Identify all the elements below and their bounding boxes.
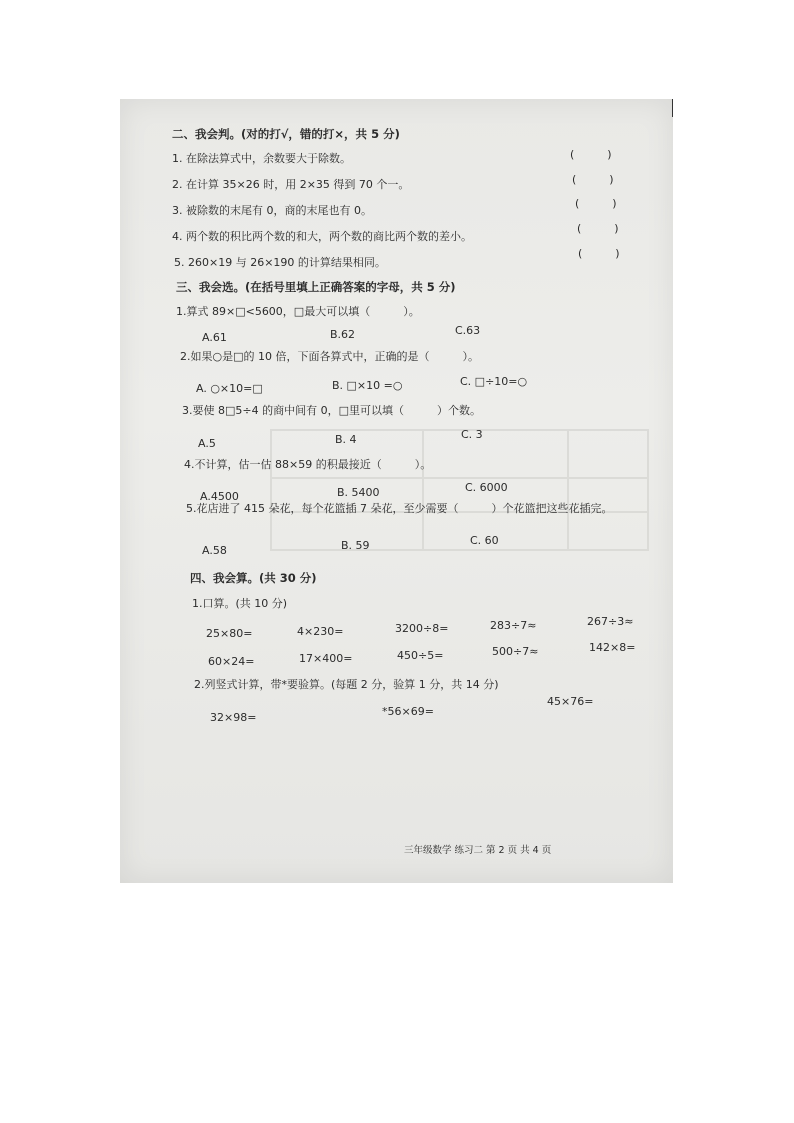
oral-item: 25×80= (206, 627, 253, 640)
oral-item: 500÷7≈ (492, 645, 539, 658)
scan-edge-mark (672, 99, 673, 117)
choose-q1-option-a[interactable]: A.61 (202, 331, 227, 344)
page-footer: 三年级数学 练习二 第 2 页 共 4 页 (404, 845, 552, 856)
oral-item: 4×230= (297, 625, 344, 638)
judge-answer-2[interactable]: ( ) (572, 173, 614, 186)
choose-q4: 4.不计算，估一估 88×59 的积最接近（ ）。 (184, 458, 432, 471)
choose-q1: 1.算式 89×□<5600，□最大可以填（ ）。 (176, 305, 420, 318)
choose-q3: 3.要使 8□5÷4 的商中间有 0，□里可以填（ ）个数。 (182, 404, 481, 417)
judge-item-2: 2. 在计算 35×26 时，用 2×35 得到 70 个一。 (172, 178, 410, 191)
choose-q1-option-b[interactable]: B.62 (330, 328, 356, 341)
choose-q5-option-a[interactable]: A.58 (202, 544, 227, 557)
choose-q2-option-c[interactable]: C. □÷10=○ (460, 375, 528, 388)
section-calc-heading: 四、我会算。(共 30 分) (190, 571, 317, 585)
oral-item: 3200÷8= (395, 622, 449, 635)
choose-q4-option-a[interactable]: A.4500 (200, 490, 239, 503)
section-judge-heading: 二、我会判。(对的打√，错的打×，共 5 分) (172, 127, 400, 141)
choose-q2-option-b[interactable]: B. □×10 =○ (332, 379, 403, 392)
vertical-item: 32×98= (210, 711, 257, 724)
choose-q3-option-c[interactable]: C. 3 (461, 428, 483, 441)
oral-item: 142×8= (589, 641, 636, 654)
scanned-page (120, 99, 673, 883)
oral-calc-heading: 1.口算。(共 10 分) (192, 597, 288, 610)
bleed-through-table (270, 429, 649, 551)
vertical-item: 45×76= (547, 695, 594, 708)
judge-item-5: 5. 260×19 与 26×190 的计算结果相同。 (174, 256, 386, 269)
choose-q1-option-c[interactable]: C.63 (455, 324, 481, 337)
vertical-item: *56×69= (382, 705, 434, 718)
oral-item: 450÷5= (397, 649, 444, 662)
choose-q5-option-c[interactable]: C. 60 (470, 534, 499, 547)
judge-answer-3[interactable]: ( ) (575, 197, 617, 210)
oral-item: 60×24= (208, 655, 255, 668)
judge-answer-5[interactable]: ( ) (578, 247, 620, 260)
judge-item-4: 4. 两个数的积比两个数的和大，两个数的商比两个数的差小。 (172, 230, 472, 243)
choose-q3-option-b[interactable]: B. 4 (335, 433, 357, 446)
choose-q2: 2.如果○是□的 10 倍，下面各算式中，正确的是（ ）。 (180, 350, 479, 363)
choose-q2-option-a[interactable]: A. ○×10=□ (196, 382, 263, 395)
section-choose-heading: 三、我会选。(在括号里填上正确答案的字母，共 5 分) (176, 280, 456, 294)
oral-item: 283÷7≈ (490, 619, 537, 632)
oral-item: 17×400= (299, 652, 353, 665)
judge-item-3: 3. 被除数的末尾有 0，商的末尾也有 0。 (172, 204, 372, 217)
choose-q5-option-b[interactable]: B. 59 (341, 539, 370, 552)
choose-q4-option-c[interactable]: C. 6000 (465, 481, 508, 494)
judge-answer-4[interactable]: ( ) (577, 222, 619, 235)
choose-q4-option-b[interactable]: B. 5400 (337, 486, 380, 499)
choose-q5: 5.花店进了 415 朵花，每个花篮插 7 朵花，至少需要（ ）个花篮把这些花插完。 (186, 502, 613, 515)
judge-answer-1[interactable]: ( ) (570, 148, 612, 161)
oral-item: 267÷3≈ (587, 615, 634, 628)
vertical-calc-heading: 2.列竖式计算，带*要验算。(每题 2 分，验算 1 分，共 14 分) (194, 678, 499, 691)
choose-q3-option-a[interactable]: A.5 (198, 437, 216, 450)
judge-item-1: 1. 在除法算式中，余数要大于除数。 (172, 152, 351, 165)
